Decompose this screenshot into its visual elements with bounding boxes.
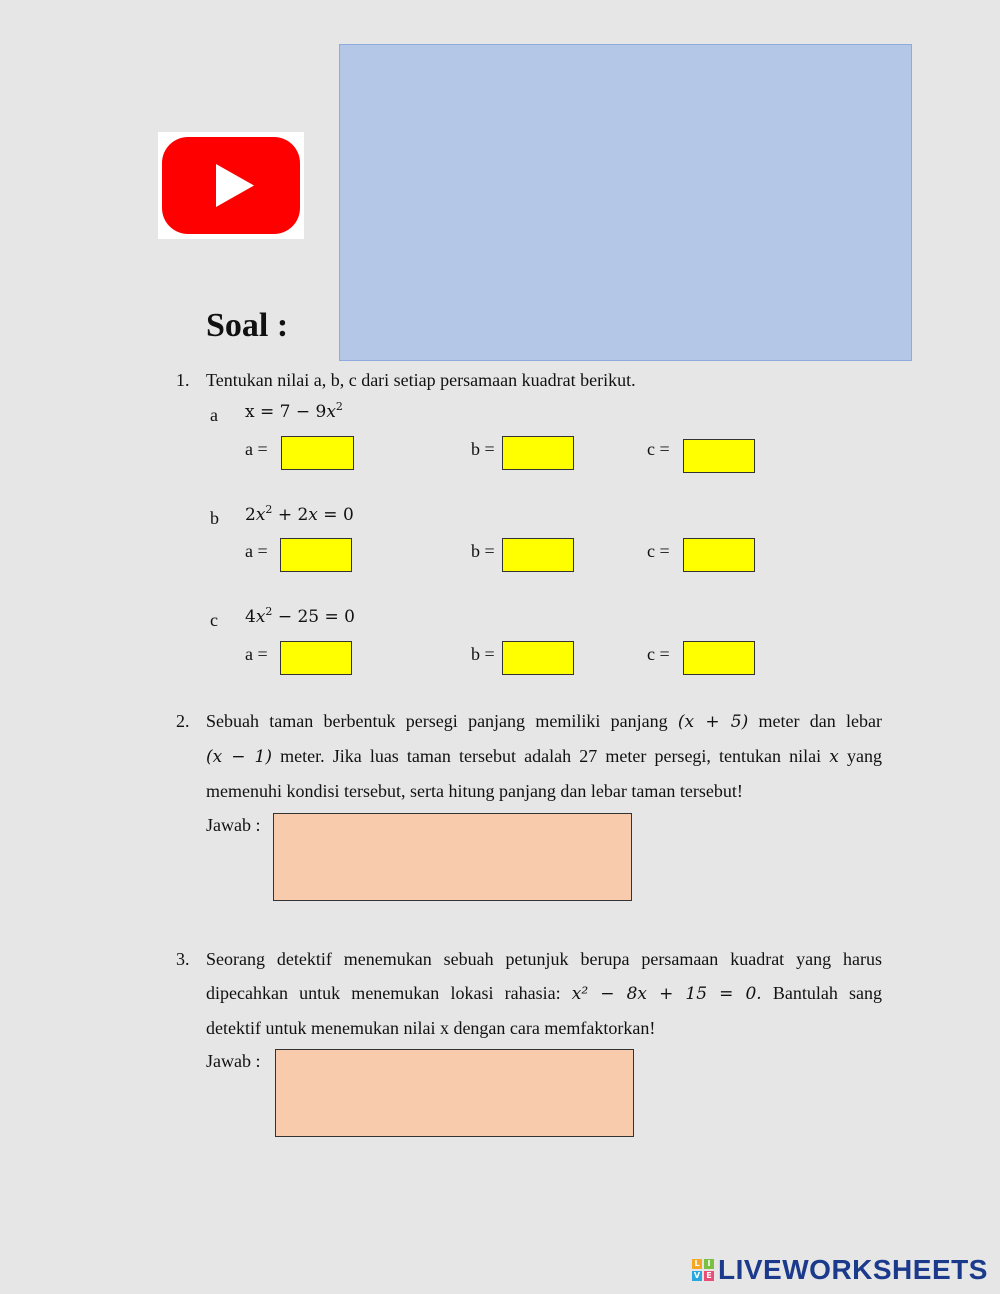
page-title: Soal : <box>206 307 289 344</box>
q1b-input-b[interactable] <box>502 538 574 572</box>
q1c-input-b[interactable] <box>502 641 574 675</box>
q3-number: 3. <box>176 949 190 969</box>
q1-text: Tentukan nilai a, b, c dari setiap persamaan kuadrat berikut. <box>206 370 636 390</box>
q1c-label-c: c = <box>647 644 670 664</box>
q1a-label-a: a = <box>245 439 268 459</box>
q1b-label-a: a = <box>245 541 268 561</box>
q1a-equation: $x = 7 - 9x^2$ <box>245 400 343 422</box>
q1a-label-b: b = <box>471 439 495 459</box>
q3-answer-label: Jawab : <box>206 1051 261 1071</box>
q1b-label-c: c = <box>647 541 670 561</box>
q1b-letter: b <box>210 508 219 528</box>
q1a-input-b[interactable] <box>502 436 574 470</box>
q1a-label-c: c = <box>647 439 670 459</box>
q1b-label-b: b = <box>471 541 495 561</box>
liveworksheets-logo <box>692 1254 988 1285</box>
q3-text: Seorang detektif menemukan sebuah petunjuk berupa persamaan kuadrat yang harus dipecahkan untuk menemukan lokasi rahasia: x² − 8x + 15 = 0. Bantulah sang detektif untuk menemukan nilai x dengan cara memfaktorkan! <box>206 949 883 1038</box>
q1c-label-b: b = <box>471 644 495 664</box>
q1c-input-c[interactable] <box>683 641 755 675</box>
q1a-letter: a <box>210 405 218 425</box>
youtube-play-icon <box>158 132 304 239</box>
q1c-equation: $4x^2 - 25 = 0$ <box>245 605 355 627</box>
video-placeholder[interactable] <box>339 44 912 361</box>
q1a-input-c[interactable] <box>683 439 755 473</box>
q2-number: 2. <box>176 711 190 731</box>
q1c-label-a: a = <box>245 644 268 664</box>
q2-answer-input[interactable] <box>273 813 632 901</box>
q1b-input-a[interactable] <box>280 538 352 572</box>
q1b-equation: $2x^2 + 2x = 0$ <box>245 503 354 525</box>
q2-text: Sebuah taman berbentuk persegi panjang memiliki panjang (x + 5) meter dan lebar (x − 1) meter. Jika luas taman tersebut adalah 27 meter persegi, tentukan nilai x yang memenuhi kondisi tersebut, serta hitung panjang dan lebar taman tersebut! <box>206 711 883 801</box>
q3-answer-input[interactable] <box>275 1049 634 1137</box>
youtube-icon[interactable] <box>158 132 304 239</box>
q1c-input-a[interactable] <box>280 641 352 675</box>
q2-answer-label: Jawab : <box>206 815 261 835</box>
q1a-input-a[interactable] <box>281 436 354 470</box>
q1-number: 1. <box>176 370 190 390</box>
logo-mark-icon: L I V E <box>692 1259 714 1281</box>
logo-wordmark: LIVEWORKSHEETS <box>718 1254 988 1285</box>
q1c-letter: c <box>210 610 218 630</box>
q1b-input-c[interactable] <box>683 538 755 572</box>
